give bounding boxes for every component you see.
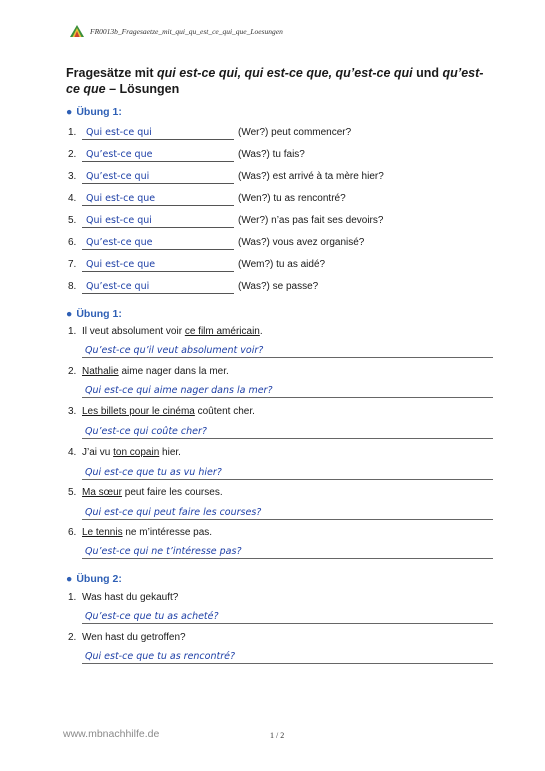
answer-blank: Qui est-ce qui — [82, 215, 234, 228]
answer-blank: Qu’est-ce que — [82, 237, 234, 250]
question-sentence — [68, 326, 263, 337]
sentence-text: (Was?) se passe? — [238, 281, 319, 292]
section-label: Übung 1: — [76, 106, 122, 118]
title-italic: qu’est-ce que — [66, 66, 484, 96]
underlined-phrase: ce film américain — [184, 326, 260, 337]
item-number: 2. — [68, 632, 77, 643]
item-number: 7. — [68, 259, 77, 270]
sentence-text: aime nager dans la mer. — [118, 366, 229, 377]
document-header — [70, 25, 283, 37]
sentence-text: (Wen?) tu as rencontré? — [238, 193, 346, 204]
title-italic: qui est-ce qui, qui est-ce que, qu’est-ce qui — [157, 66, 413, 80]
sentence-text: hier. — [159, 447, 181, 458]
item-number: 1. — [68, 127, 77, 138]
sentence-text: coûtent cher. — [194, 406, 255, 417]
question-sentence — [68, 487, 223, 498]
title-text: – Lösungen — [105, 82, 180, 96]
exercise-row — [68, 193, 346, 206]
question-sentence — [68, 406, 255, 417]
answer-blank: Qui est-ce qui — [82, 127, 234, 140]
question-sentence — [68, 366, 229, 377]
page-number: 1 / 2 — [270, 731, 285, 740]
item-number: 3. — [68, 171, 77, 182]
item-number: 2. — [68, 366, 77, 377]
exercise-row — [68, 171, 384, 184]
item-number: 6. — [68, 237, 77, 248]
sentence-text: (Was?) tu fais? — [238, 149, 305, 160]
answer-blank: Qu’est-ce que — [82, 149, 234, 162]
item-number: 1. — [68, 592, 77, 603]
item-number: 8. — [68, 281, 77, 292]
item-number: 1. — [68, 326, 77, 337]
title-text: Fragesätze mit — [66, 66, 158, 80]
answer-line: Qui est-ce que tu as rencontré? — [82, 651, 493, 664]
bullet-icon: ● — [66, 308, 73, 320]
section-heading — [66, 308, 122, 320]
answer-line: Qu’est-ce qu’il veut absolument voir? — [82, 345, 493, 358]
sentence-text: (Wer?) n’as pas fait ses devoirs? — [238, 215, 384, 226]
underlined-phrase: ton copain — [113, 447, 160, 458]
item-number: 5. — [68, 215, 77, 226]
bullet-icon: ● — [66, 573, 73, 585]
footer-url[interactable]: www.mbnachhilfe.de — [63, 728, 160, 740]
sentence-text: (Was?) vous avez organisé? — [238, 237, 365, 248]
sentence-text: Il veut absolument voir — [82, 326, 185, 337]
item-number: 3. — [68, 406, 77, 417]
answer-blank: Qu’est-ce qui — [82, 281, 234, 294]
title-text: und — [412, 66, 443, 80]
exercise-row — [68, 149, 305, 162]
exercise-row — [68, 281, 318, 294]
sentence-text: (Wem?) tu as aidé? — [238, 259, 326, 270]
answer-blank: Qui est-ce que — [82, 193, 234, 206]
underlined-phrase: Ma sœur — [82, 487, 122, 498]
sentence-text: ne m’intéresse pas. — [122, 527, 213, 538]
underlined-phrase: Le tennis — [82, 527, 123, 538]
item-number: 5. — [68, 487, 77, 498]
page-title — [66, 65, 486, 97]
answer-blank: Qu’est-ce qui — [82, 171, 234, 184]
item-number: 4. — [68, 447, 77, 458]
exercise-row — [68, 259, 325, 272]
sentence-text: Wen hast du getroffen? — [82, 632, 186, 643]
exercise-row — [68, 127, 351, 140]
answer-line: Qu’est-ce qui ne t’intéresse pas? — [82, 546, 493, 559]
item-number: 4. — [68, 193, 77, 204]
question-sentence — [68, 527, 212, 538]
exercise-row — [68, 215, 383, 228]
answer-line: Qu’est-ce qui coûte cher? — [82, 426, 493, 439]
question-sentence — [68, 592, 178, 603]
answer-line: Qui est-ce que tu as vu hier? — [82, 467, 493, 480]
answer-line: Qui est-ce qui aime nager dans la mer? — [82, 385, 493, 398]
section-label: Übung 2: — [76, 573, 122, 585]
section-label: Übung 1: — [76, 308, 122, 320]
sentence-text: peut faire les courses. — [122, 487, 223, 498]
sentence-text: Was hast du gekauft? — [82, 592, 179, 603]
question-sentence — [68, 632, 186, 643]
answer-line: Qui est-ce qui peut faire les courses? — [82, 507, 493, 520]
underlined-phrase: Nathalie — [82, 366, 119, 377]
answer-line: Qu’est-ce que tu as acheté? — [82, 611, 493, 624]
item-number: 2. — [68, 149, 77, 160]
sentence-text: . — [259, 326, 263, 337]
sentence-text: (Wer?) peut commencer? — [238, 127, 352, 138]
section-heading — [66, 573, 122, 585]
bullet-icon: ● — [66, 106, 73, 118]
logo-icon — [70, 25, 84, 37]
section-heading — [66, 106, 122, 118]
file-name: FR0013b_Fragesaetze_mit_qui_qu_est_ce_qui_que_Loesungen — [90, 26, 283, 36]
answer-blank: Qui est-ce que — [82, 259, 234, 272]
question-sentence — [68, 447, 181, 458]
sentence-text: (Was?) est arrivé à ta mère hier? — [238, 171, 384, 182]
item-number: 6. — [68, 527, 77, 538]
exercise-row — [68, 237, 364, 250]
sentence-text: J’ai vu — [82, 447, 114, 458]
underlined-phrase: Les billets pour le cinéma — [82, 406, 195, 417]
